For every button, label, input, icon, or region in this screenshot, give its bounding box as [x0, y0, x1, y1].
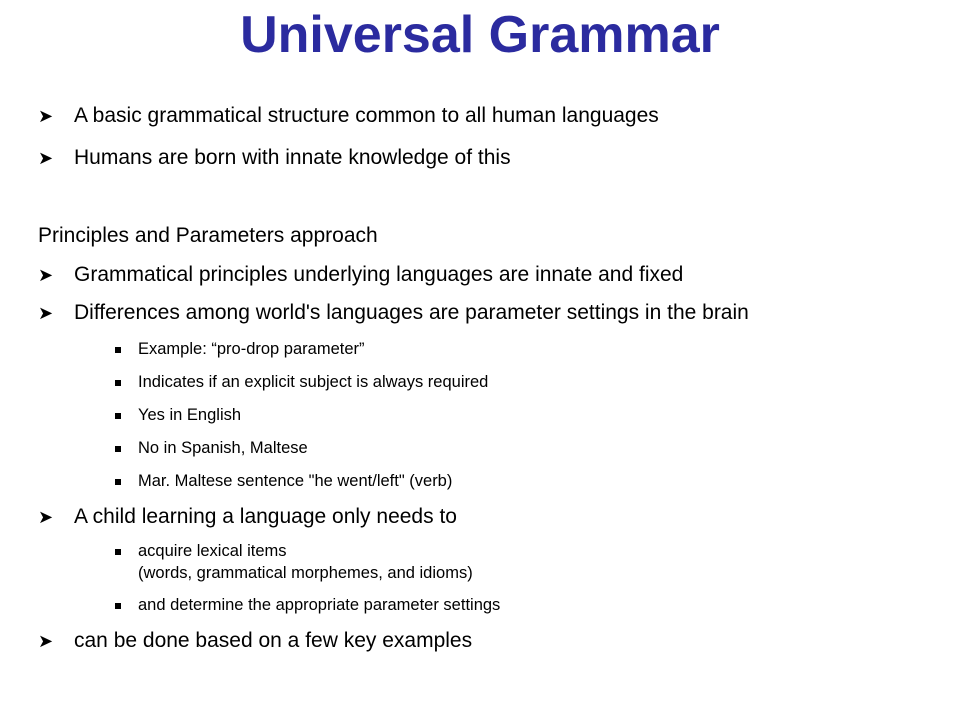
- sub-list-item: [38, 338, 943, 360]
- list-item-text: A child learning a language only needs to: [74, 505, 457, 528]
- sub-list-item-text: Example: “pro-drop parameter”: [138, 340, 365, 358]
- arrowhead-bullet-icon: ➤: [38, 631, 54, 651]
- list-item-text: can be done based on a few key examples: [74, 629, 473, 652]
- square-bullet-icon: [115, 380, 121, 386]
- slide-title: Universal Grammar: [240, 6, 720, 64]
- arrowhead-bullet-icon: ➤: [38, 265, 54, 285]
- sub-list-item-text: Mar. Maltese sentence "he went/left" (verb): [138, 472, 453, 490]
- sub-list-item-text: Indicates if an explicit subject is always required: [138, 373, 489, 391]
- list-item: [38, 629, 943, 653]
- slide-body: [38, 96, 943, 653]
- list-item: [38, 104, 943, 128]
- sub-list-item: [38, 437, 943, 459]
- sub-list-item-text: No in Spanish, Maltese: [138, 439, 308, 457]
- list-item: [38, 263, 943, 287]
- square-bullet-icon: [115, 413, 121, 419]
- sub-list-item: [38, 594, 943, 616]
- square-bullet-icon: [115, 347, 121, 353]
- sub-list-item: [38, 540, 943, 584]
- list-item: [38, 146, 943, 170]
- square-bullet-icon: [115, 549, 121, 555]
- square-bullet-icon: [115, 446, 121, 452]
- sub-list-item: [38, 404, 943, 426]
- arrowhead-bullet-icon: ➤: [38, 303, 54, 323]
- section-heading: [38, 224, 943, 248]
- sub-list-item-continuation: (words, grammatical morphemes, and idioms): [138, 564, 473, 582]
- sub-list-item: [38, 371, 943, 393]
- sub-list-item: [38, 470, 943, 492]
- list-item: [38, 301, 943, 325]
- arrowhead-bullet-icon: ➤: [38, 507, 54, 527]
- sub-list-item-text: Yes in English: [138, 406, 242, 424]
- section-heading-text: Principles and Parameters approach: [38, 224, 378, 247]
- sub-list-item-text: and determine the appropriate parameter settings: [138, 596, 501, 614]
- square-bullet-icon: [115, 603, 121, 609]
- list-item-text: Grammatical principles underlying languages are innate and fixed: [74, 263, 684, 286]
- list-item-text: A basic grammatical structure common to all human languages: [74, 104, 659, 127]
- list-item-text: Differences among world's languages are parameter settings in the brain: [74, 301, 749, 324]
- square-bullet-icon: [115, 479, 121, 485]
- list-item: [38, 505, 943, 529]
- arrowhead-bullet-icon: ➤: [38, 148, 54, 168]
- sub-list-item-text: acquire lexical items: [138, 542, 287, 560]
- arrowhead-bullet-icon: ➤: [38, 106, 54, 126]
- list-item-text: Humans are born with innate knowledge of this: [74, 146, 511, 169]
